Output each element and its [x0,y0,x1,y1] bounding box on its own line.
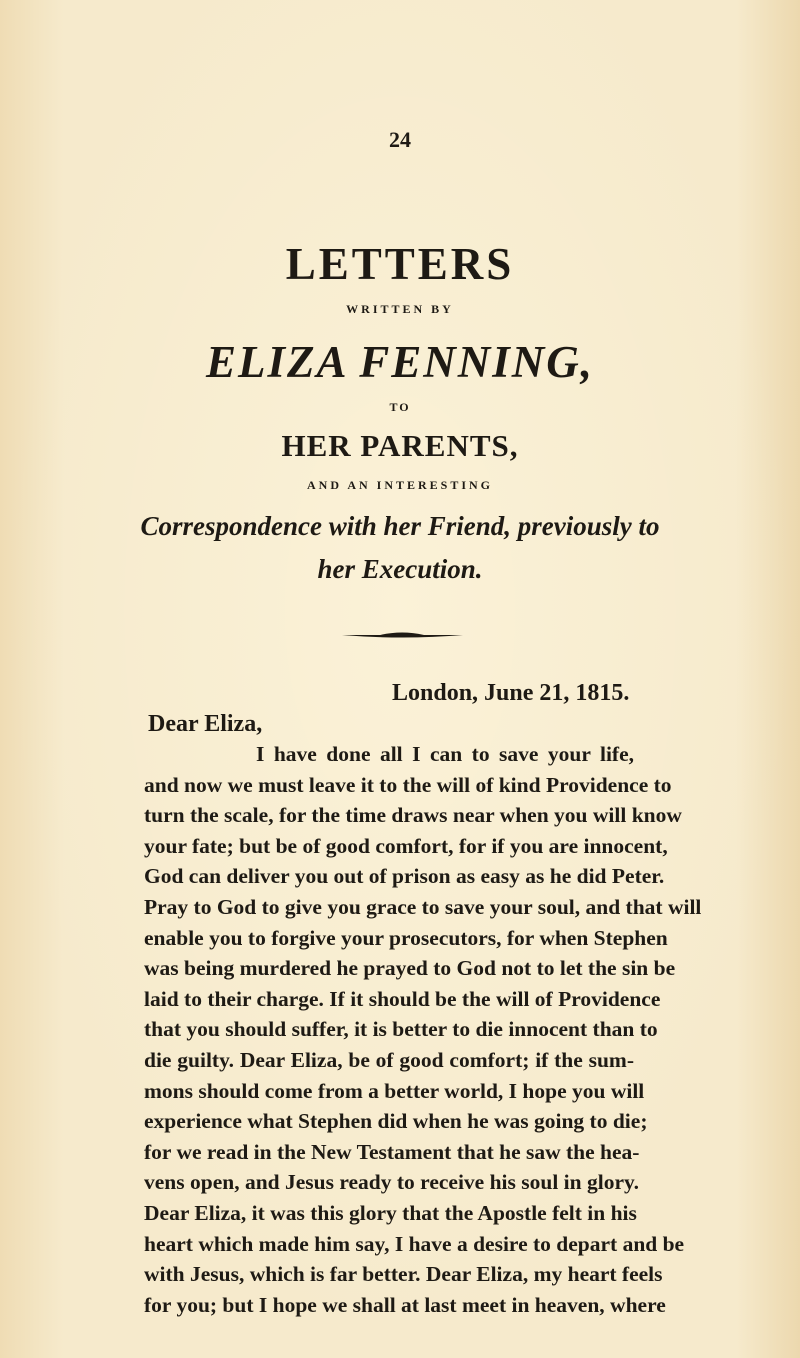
letter-line: Pray to God to give you grace to save your soul, and that will [144,894,702,919]
letter-line: heart which made him say, I have a desire to depart and be [144,1231,685,1256]
letter-line: vens open, and Jesus ready to receive his soul in glory. [144,1170,639,1195]
letter-line: Dear Eliza, it was this glory that the Apostle felt in his [144,1200,637,1225]
author-name: ELIZA FENNING, [205,337,595,387]
letter-line: turn the scale, for the time draws near when you will know [144,803,682,828]
page-number: 24 [389,127,411,152]
letter-line: mons should come from a better world, I hope you will [144,1078,645,1103]
letter-body [144,739,702,1320]
written-by-label: WRITTEN BY [346,302,454,316]
letter-line: and now we must leave it to the will of kind Providence to [144,772,672,797]
subtitle-line-2: her Execution. [317,554,483,584]
letter-salutation: Dear Eliza, [148,711,263,737]
letter-line: that you should suffer, it is better to die innocent than to [144,1017,658,1042]
decorative-rule-icon [340,631,465,639]
letter-line: was being murdered he prayed to God not to let the sin be [144,956,676,981]
letter-dateline: London, June 21, 1815. [392,680,630,706]
to-label: TO [389,400,411,414]
letter-line: for you; but I hope we shall at last meet in heaven, where [144,1292,666,1317]
subtitle [0,505,800,591]
letter-line: laid to their charge. If it should be the will of Providence [144,986,661,1011]
recipients-heading: HER PARENTS, [281,428,519,463]
letter-line: God can deliver you out of prison as easy as he did Peter. [144,864,665,889]
page-title: LETTERS [285,239,515,289]
letter-line: with Jesus, which is far better. Dear Eliza, my heart feels [144,1262,663,1287]
and-an-interesting-label: AND AN INTERESTING [306,478,494,492]
letter-line: enable you to forgive your prosecutors, for when Stephen [144,925,668,950]
letter-line: your fate; but be of good comfort, for if you are innocent, [144,833,668,858]
letter-line: die guilty. Dear Eliza, be of good comfort; if the sum- [144,1047,634,1072]
letter-line: for we read in the New Testament that he saw the hea- [144,1139,640,1164]
subtitle-line-1: Correspondence with her Friend, previously to [140,511,660,541]
letter-line: experience what Stephen did when he was going to die; [144,1109,648,1134]
letter-line: I have done all I can to save your life, [256,742,634,766]
